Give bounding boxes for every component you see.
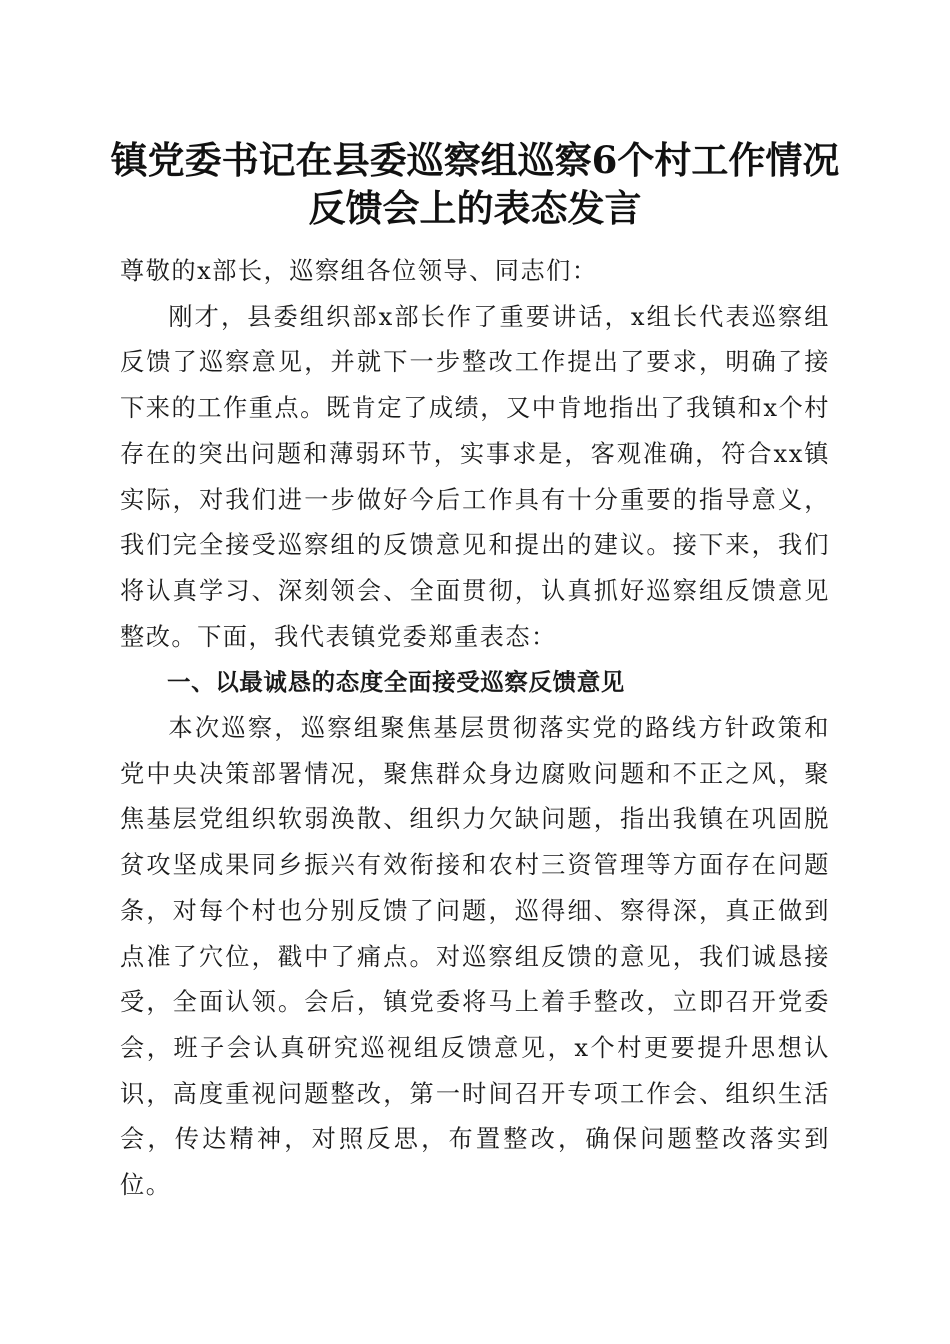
document-body [120, 249, 830, 1209]
document-title-line-2: 反馈会上的表态发言 [308, 186, 642, 230]
paragraph-2: 本次巡察，巡察组聚焦基层贯彻落实党的路线方针政策和党中央决策部署情况，聚焦群众身边腐败问题和不正之风，聚焦基层党组织软弱涣散、组织力欠缺问题，指出我镇在巩固脱贫攻坚成果同乡振兴有效衔接和农村三资管理等方面存在问题条，对每个村也分别反馈了问题，巡得细、察得深，真正做到点准了穴位，戳中了痛点。对巡察组反馈的意见，我们诚恳接受，全面认领。会后，镇党委将马上着手整改，立即召开党委会，班子会认真研究巡视组反馈意见，x个村更要提升思想认识，高度重视问题整改，第一时间召开专项工作会、组织生活会，传达精神，对照反思，布置整改，确保问题整改落实到位。 [120, 714, 830, 1200]
paragraph-1: 刚才，县委组织部x部长作了重要讲话，x组长代表巡察组反馈了巡察意见，并就下一步整改工作提出了要求，明确了接下来的工作重点。既肯定了成绩，又中肯地指出了我镇和x个村存在的突出问题和薄弱环节，实事求是，客观准确，符合xx镇实际，对我们进一步做好今后工作具有十分重要的指导意义，我们完全接受巡察组的反馈意见和提出的建议。接下来，我们将认真学习、深刻领会、全面贯彻，认真抓好巡察组反馈意见整改。下面，我代表镇党委郑重表态： [120, 302, 830, 651]
section-1-heading: 一、以最诚恳的态度全面接受巡察反馈意见 [167, 668, 625, 697]
document-title-line-1: 镇党委书记在县委巡察组巡察6个村工作情况 [110, 138, 840, 182]
salutation: 尊敬的x部长，巡察组各位领导、同志们： [120, 257, 598, 285]
